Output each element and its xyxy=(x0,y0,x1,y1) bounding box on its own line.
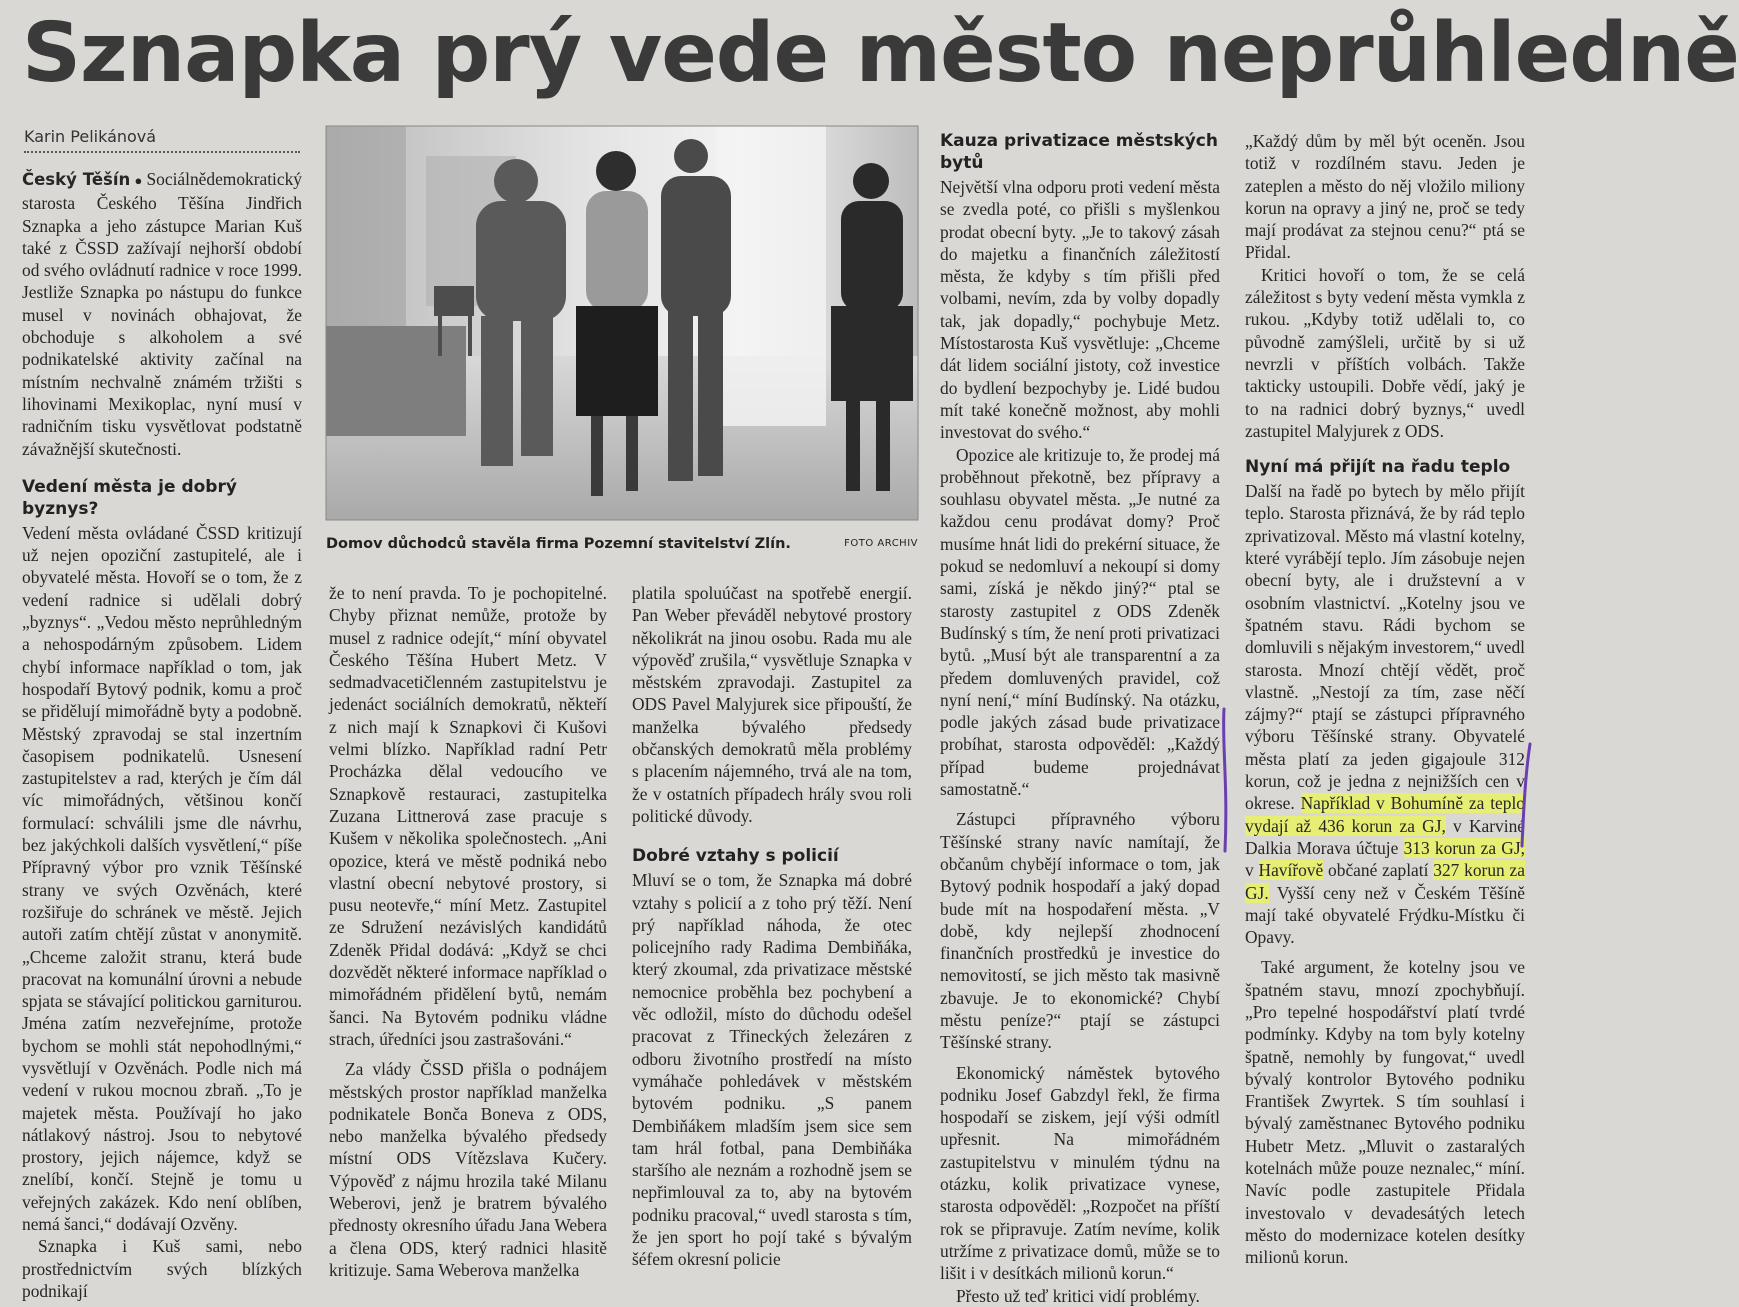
column-4 xyxy=(940,130,1220,1306)
caption-text: Domov důchodců stavěla firma Pozemní stavitelství Zlín. xyxy=(326,536,791,552)
lead-text: Sociálnědemokratický starosta Českého Těšína Jindřich Sznapka a jeho zástupce Marian Kuš také z ČSSD zažívají nejhorší období od svého ovládnutí radnice v roce 1999. Jestliže Sznapka po nástupu do funkce musel v novinách obhajovat, že obchoduje s alkoholem a své podnikatelské aktivity začínal na místním nechvalně známém tržišti s lihovinami Mexikoplac, nyní musí v radničním tisku vysvětlovat podstatně závažnější skutečnosti. xyxy=(22,169,302,459)
text: v Karviné Dalkia Morava účtuje xyxy=(1245,815,1525,858)
highlighted-text: 327 korun za GJ. xyxy=(1245,860,1525,903)
subheading-privatizace: Kauza privatizace městských bytů xyxy=(940,131,1218,173)
paragraph: Přesto už teď kritici vidí problémy. xyxy=(956,1285,1200,1306)
text: v xyxy=(1245,860,1254,881)
text: Další na řadě po bytech by mělo přijít teplo. Starosta přiznává, že by rád teplo zprivatizoval. Město má vlastní kotelny, které vyrábějí teplo. Jím zásobuje nejen obecní byty, ale i družstevní a v osobním vlastnictví. „Kotelny jsou ve špatném stavu. Rádi bychom se domluvili s nějakým investorem,“ uvedl starosta. Mnozí chtějí vědět, proč vlastně. „Nestojí za tím, zase něčí zájmy?“ ptají se zástupci přípravného výboru Těšínské strany. Obyvatelé města platí za jeden gigajoule 312 korun, což je jedna z nejnižších cen v okrese. xyxy=(1245,481,1525,814)
headline: Sznapka prý vede město neprůhledně xyxy=(22,6,1739,101)
paragraph: Mluví se o tom, že Sznapka má dobré vztahy s policií a z toho prý těží. Není prý například náhoda, že otec policejního rady Radima Dembiňáka, který zkoumal, zda privatizace městské nemocnice proběhla bez pochybení a věc odložil, místo do důchodu odešel pracovat z Třineckých železáren z odboru životního prostředí na místo vymáhače pohledávek v městském bytovém podniku. „S panem Dembiňákem mladším jsem sice sem tam hrál fotbal, pana Dembiňáka staršího ale neznám a rozhodně jsem se nepřimlouval za to, aby na bytovém podniku pracoval,“ uvedl starosta s tím, že jen sport ho pojí také s bývalým šéfem okresní policie xyxy=(632,870,912,1270)
paragraph: Největší vlna odporu proti vedení města se zvedla poté, co přišli s myšlenkou prodat obecní byty. „Je to takový zásah do majetku a finančních záležitostí města, že kdyby s tím přišli před volbami, nevím, zda by volby dopadly tak, jak dopadly,“ pochybuje Metz. Místostarosta Kuš vysvětluje: „Chceme dát lidem sociální jistoty, což investice do bydlení bezpochyby je. Lidé budou mít také konečně možnost, aby mohli investovat do svého.“ xyxy=(940,177,1220,443)
highlighted-text: Havířově xyxy=(1258,860,1324,881)
highlighted-text: 313 korun za GJ, xyxy=(1403,837,1525,858)
paragraph: Za vlády ČSSD přišla o podnájem městských prostor například manželka podnikatele Bonča Boneva z ODS, nebo manželka bývalého předsedy místní ODS Vítězslava Kučery. Výpověď z nájmu hrozila také Milanu Weberovi, jenž je bratrem bývalého přednosty okresního úřadu Jana Webera a člena ODS, který radnici hlasitě kritizuje. Sama Weberova manželka xyxy=(329,1059,607,1280)
paragraph: platila spoluúčast na spotřebě energií. Pan Weber převáděl nebytové prostory několikrát na jinou osobu. Rada mu ale výpověď zrušila,“ vysvětluje Sznapka v městském zpravodaji. Zastupitel za ODS Pavel Malyjurek sice připouští, že manželka bývalého předsedy občanských demokratů měla problémy s placením nájemného, trvá ale na tom, že v ostatních případech hrály svou roli politické důvody. xyxy=(632,583,912,826)
dateline: Český Těšín xyxy=(22,170,131,189)
paragraph: Také argument, že kotelny jsou ve špatném stavu, mnozí zpochybňují. „Pro tepelné hospodářství platí tvrdé podmínky. Kdyby na tom byly kotelny špatně, nemohly by fungovat,“ uvedl bývalý kontrolor Bytového podniku František Zwyrtek. S tím souhlasí i bývalý zaměstnanec Bytového podniku Hubetr Metz. „Mluvit o zastaralých kotelnách může pouze neznalec,“ míní. Navíc podle zastupitele Přidala investovalo v devadesátých letech město do modernizace kotelen desítky milionů korun. xyxy=(1245,957,1525,1268)
paragraph: Opozice ale kritizuje to, že prodej má proběhnout překotně, bez přípravy a souhlasu obyvatel města. „Je nutné za každou cenu prodávat domy? Proč musíme hnát lidi do prekérní situace, že pokud se nedomluví a nekoupí si domy sami, získá je někdo jiný?“ ptal se starosty zastupitel z ODS Zdeněk Budínský s tím, že není proti privatizaci bytů. „Musí být ale transparentní a za předem domluvených pravidel, což nyní není,“ míní Budínský. Na otázku, podle jakých zásad bude privatizace probíhat, starosta odpověděl: „Každý případ budeme projednávat samostatně.“ xyxy=(940,444,1220,800)
subheading-policie: Dobré vztahy s policií xyxy=(632,846,839,867)
column-5 xyxy=(1245,130,1525,1273)
photo-caption xyxy=(326,536,918,552)
paragraph: že to není pravda. To je pochopitelné. Chyby přiznat nemůže, protože by musel z radnice odejít,“ míní obyvatel Českého Těšína Hubert Metz. V sedmadvacetičlenném zastupitelstvu je jedenáct sociálních demokratů, někteří z nich mají k Sznapkovi či Kušovi velmi blízko. Například radní Petr Procházka dělal vedoucího ve Sznapkově restauraci, zastupitelka Zuzana Littnerová zase pracuje s Kušem v několika společnostech. „Ani opozice, která ve městě podniká nebo vlastní obecní nebytové prostory, si pusu neotevře,“ míní Metz. Zastupitel ze Sdružení nezávislých kandidátů Zdeněk Přidal dodává: „Když se chci dozvědět některé informace například o mimořádném přidělení bytů, nemám šanci. Na Bytovém podniku vládne strach, úředníci jsou zastrašováni.“ xyxy=(329,583,607,1049)
column-3 xyxy=(632,582,912,1273)
lead-paragraph xyxy=(22,168,302,460)
paragraph: Kritici hovoří o tom, že se celá záležitost s byty vedení města vymkla z rukou. „Kdyby totiž udělali to, co původně zamýšleli, určitě by si už nevrzli v příštích volbách. Takže takticky ustoupili. Dobře vědí, jaký je to na radnici dobrý byznys,“ uvedl zastupitel Malyjurek z ODS. xyxy=(1245,264,1525,441)
column-2 xyxy=(329,582,607,1280)
paragraph-teplo xyxy=(1245,480,1525,948)
subheading-byznys: Vedení města je dobrý byznys? xyxy=(22,476,237,519)
paragraph: Sznapka i Kuš sami, nebo prostřednictvím svých blízkých podnikají xyxy=(22,1236,302,1301)
bullet-icon: ● xyxy=(134,173,143,188)
paragraph: Ekonomický náměstek bytového podniku Josef Gabzdyl řekl, že firma hospodaří se ziskem, její výši odmítl upřesnit. Na mimořádném zastupitelstvu v minulém týdnu na otázku, kolik privatizace vynese, starosta odpověděl: „Rozpočet na příští rok se připravuje. Zatím nevíme, kolik utržíme z privatizace domů, může se to lišit i v desítkách milionů korun.“ xyxy=(940,1062,1220,1284)
text: Vyšší ceny než v Českém Těšíně mají také obyvatelé Frýdku-Místku či Opavy. xyxy=(1245,882,1525,948)
text: občané zaplatí xyxy=(1328,860,1429,881)
author-byline: Karin Pelikánová xyxy=(24,127,300,153)
photo-credit: FOTO ARCHIV xyxy=(844,538,918,549)
paragraph: Zástupci přípravného výboru Těšínské strany navíc namítají, že občanům chybějí informace o tom, jak Bytový podnik hospodaří a jaký dopad bude mít na hospodaření města. „V době, kdy nejlepší zhodnocení finančních prostředků je investice do nemovitostí, se jich město tak masivně zbavuje. Je to ekonomické? Chybí městu peníze?“ ptají se zástupci Těšínské strany. xyxy=(940,809,1220,1053)
subheading-teplo: Nyní má přijít na řadu teplo xyxy=(1245,457,1511,478)
column-1 xyxy=(22,168,302,1301)
paragraph: „Každý dům by měl být oceněn. Jsou totiž v rozdílném stavu. Jeden je zateplen a město do něj vložilo miliony korun na opravy a jiný ne, proč se tedy mají prodávat za stejnou cenu?“ ptá se Přidal. xyxy=(1245,131,1525,263)
photo-illustration xyxy=(326,126,918,520)
article-photo xyxy=(326,126,918,520)
paragraph: Vedení města ovládané ČSSD kritizují už nejen opoziční zastupitelé, ale i obyvatelé města. Hovoří se o tom, že z vedení radnice si udělali dobrý „byznys“. „Vedou město neprůhledným a nehospodárným způsobem. Lidem chybí informace například o tom, jak hospodaří Bytový podnik, komu a proč se přidělují mimořádně byty a podobně. Městský zpravodaj se stal inzertním časopisem podnikatelů. Usnesení zastupitelstev a rad, kterých je čím dál víc mimořádných, většinou končí formulací: schválili jsme dle návrhu, bez jakýchkoli dalších vysvětlení,“ píše Přípravný výbor pro vznik Těšínské strany ve svých Ozvěnách, které rozšiřuje do schránek ve městě. Jejich autoři zatím chtějí zůstat v anonymitě. „Chceme založit stranu, která bude pracovat na komunální úrovni a nebude spjata se stávající politickou garniturou. Jména zatím nezveřejníme, protože bychom se mohli stát nepohodlnými,“ vysvětlují v Ozvěnách. Podle nich má vedení v rukou mocnou zbraň. „To je majetek města. Používají ho jako nátlakový nástroj. Jsou to nebytové prostory, jejich nájemce, když se znelíbí, končí. Stejně je tomu u veřejných zakázek. Kdo není oblíben, nemá šanci,“ dodávají Ozvěny. xyxy=(22,522,302,1235)
highlighted-text: Například v Bohumíně za teplo vydají až 436 korun za GJ, xyxy=(1245,793,1525,836)
